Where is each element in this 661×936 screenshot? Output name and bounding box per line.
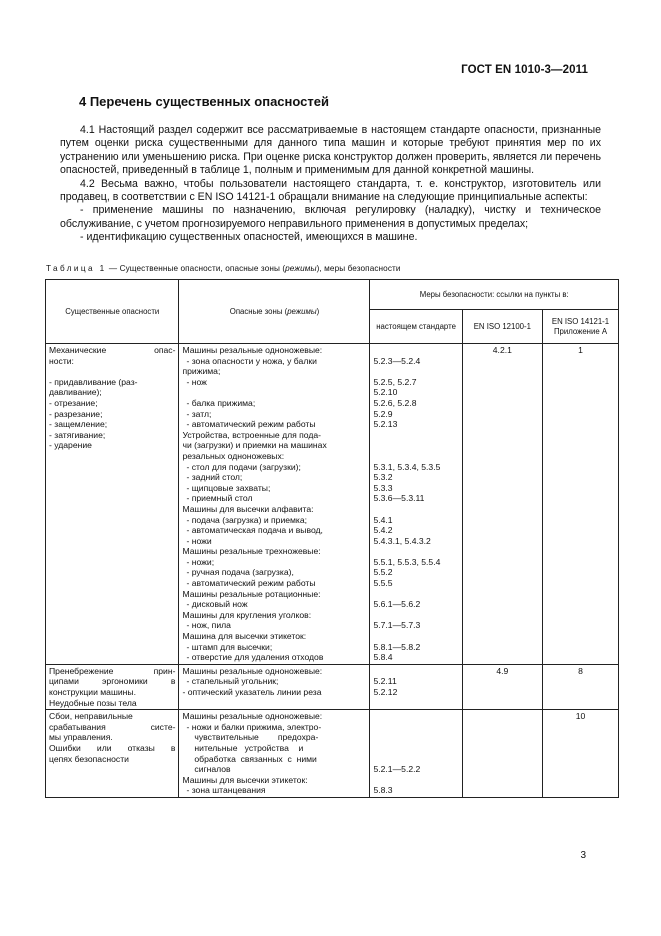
en-iso-12100-ref-cell: 4.2.1 bbox=[462, 344, 542, 665]
header-this-standard: настоящем стандарте bbox=[370, 310, 462, 344]
en-iso-12100-ref-cell bbox=[462, 710, 542, 798]
standard-code: ГОСТ EN 1010-3—2011 bbox=[461, 64, 588, 76]
standard-ref-cell: 5.2.3—5.2.4 5.2.5, 5.2.7 5.2.10 5.2.6, 5.2.8 5.2.9 5.2.13 5.3.1, 5.3.4, 5.3.5 5.3.2 5.3.3 5.3.6—5.3.11 5.4.1 5.4.2 5.4.3.1, 5.4.3.2 5.5.1, 5.5.3, 5.5.4 5.5.2 5.5.5 5.6.1—5.6.2 5.7.1—5.7.3 5.8.1—5.8.2 5.8.4 bbox=[370, 344, 462, 665]
zone-cell: Машины резальные одноножевые: - ножи и балки прижима, электро- чувствительные предохра- нительные устройства и обработка связанных с ними сигналов Машины для высечки этикеток: - зона штанцевания bbox=[179, 710, 370, 798]
paragraph-4-1: 4.1 Настоящий раздел содержит все рассматриваемые в настоящем стандарте опасности, признанные путем оценки риска существенными для данного типа машин и которые требуют принятия мер по их устранению или уменьшению риска. При оценке риска конструктор должен проверить, является ли перечень опасностей, приведенный в таблице 1, полным и применимым для данной конкретной машины. bbox=[60, 124, 601, 177]
caption-main: — Существенные опасности, опасные зоны ( bbox=[106, 264, 286, 273]
hazards-table bbox=[45, 279, 619, 798]
zone-cell: Машины резальные одноножевые: - стапельный угольник; - оптический указатель линии реза bbox=[179, 664, 370, 709]
hazard-cell: Пренебрежение прин- ципами эргономики в конструкции машины. Неудобные позы тела bbox=[46, 664, 179, 709]
header-measures: Меры безопасности: ссылки на пункты в: bbox=[370, 280, 619, 310]
en-iso-14121-ref-cell: 10 bbox=[543, 710, 619, 798]
header-hazards: Существенные опасности bbox=[46, 280, 179, 344]
standard-ref-cell: 5.2.11 5.2.12 bbox=[370, 664, 462, 709]
hazard-cell: Сбои, неправильные срабатывания систе- мы управления. Ошибки или отказы в цепях безопасности bbox=[46, 710, 179, 798]
header-en-iso-12100: EN ISO 12100-1 bbox=[462, 310, 542, 344]
table-row bbox=[46, 664, 619, 709]
page-number: 3 bbox=[580, 850, 586, 861]
table-header-row bbox=[46, 280, 619, 310]
hazard-cell: Механические опас- ности: - придавливание (раз- давливание); - отрезание; - разрезание; - защемление; - затягивание; - ударение bbox=[46, 344, 179, 665]
list-item: - применение машины по назначению, включая регулировку (наладку), чистку и техническое обслуживание, с учетом прогнозируемого неправильного применения в допустимых пределах; bbox=[60, 204, 601, 230]
list-item: - идентификацию существенных опасностей, имеющихся в машине. bbox=[80, 231, 418, 244]
section-title: 4 Перечень существенных опасностей bbox=[79, 94, 329, 109]
en-iso-14121-ref-cell: 1 bbox=[543, 344, 619, 665]
zone-cell: Машины резальные одноножевые: - зона опасности у ножа, у балки прижима; - нож - балка прижима; - затл; - автоматический режим работы Устройства, встроенные для пода- чи (загрузки) и приемки на машинах резальных одноножевых: - стол для подачи (загрузки); - задний стол; - щипцовые захваты; - приемный стол Машины для высечки алфавита: - подача (загрузка) и приемка; - автоматическая подача и вывод, - ножи Машины резальные трехножевые: - ножи; - ручная подача (загрузка), - автоматический режим работы Машины резальные ротационные: - дисковый нож Машины для кругления уголков: - нож, пила Машина для высечки этикеток: - штамп для высечки; - отверстие для удаления отходов bbox=[179, 344, 370, 665]
en-iso-14121-ref-cell: 8 bbox=[543, 664, 619, 709]
table-caption bbox=[46, 264, 401, 273]
caption-end: ), меры безопасности bbox=[316, 264, 401, 273]
standard-ref-cell: 5.2.1—5.2.2 5.8.3 bbox=[370, 710, 462, 798]
caption-italic: режимы bbox=[285, 264, 317, 273]
caption-prefix: Таблица 1 bbox=[46, 264, 107, 273]
paragraph-4-2: 4.2 Весьма важно, чтобы пользователи настоящего стандарта, т. е. конструктор, изготовитель или продавец, в соответствии с EN ISO 14121-1 обращали внимание на следующие принципиальные аспекты: bbox=[60, 177, 601, 204]
header-en-iso-14121: EN ISO 14121-1 Приложение А bbox=[543, 310, 619, 344]
table-row bbox=[46, 710, 619, 798]
section-body bbox=[60, 124, 601, 245]
table-row bbox=[46, 344, 619, 665]
header-zones: Опасные зоны (режимы) bbox=[179, 280, 370, 344]
en-iso-12100-ref-cell: 4.9 bbox=[462, 664, 542, 709]
